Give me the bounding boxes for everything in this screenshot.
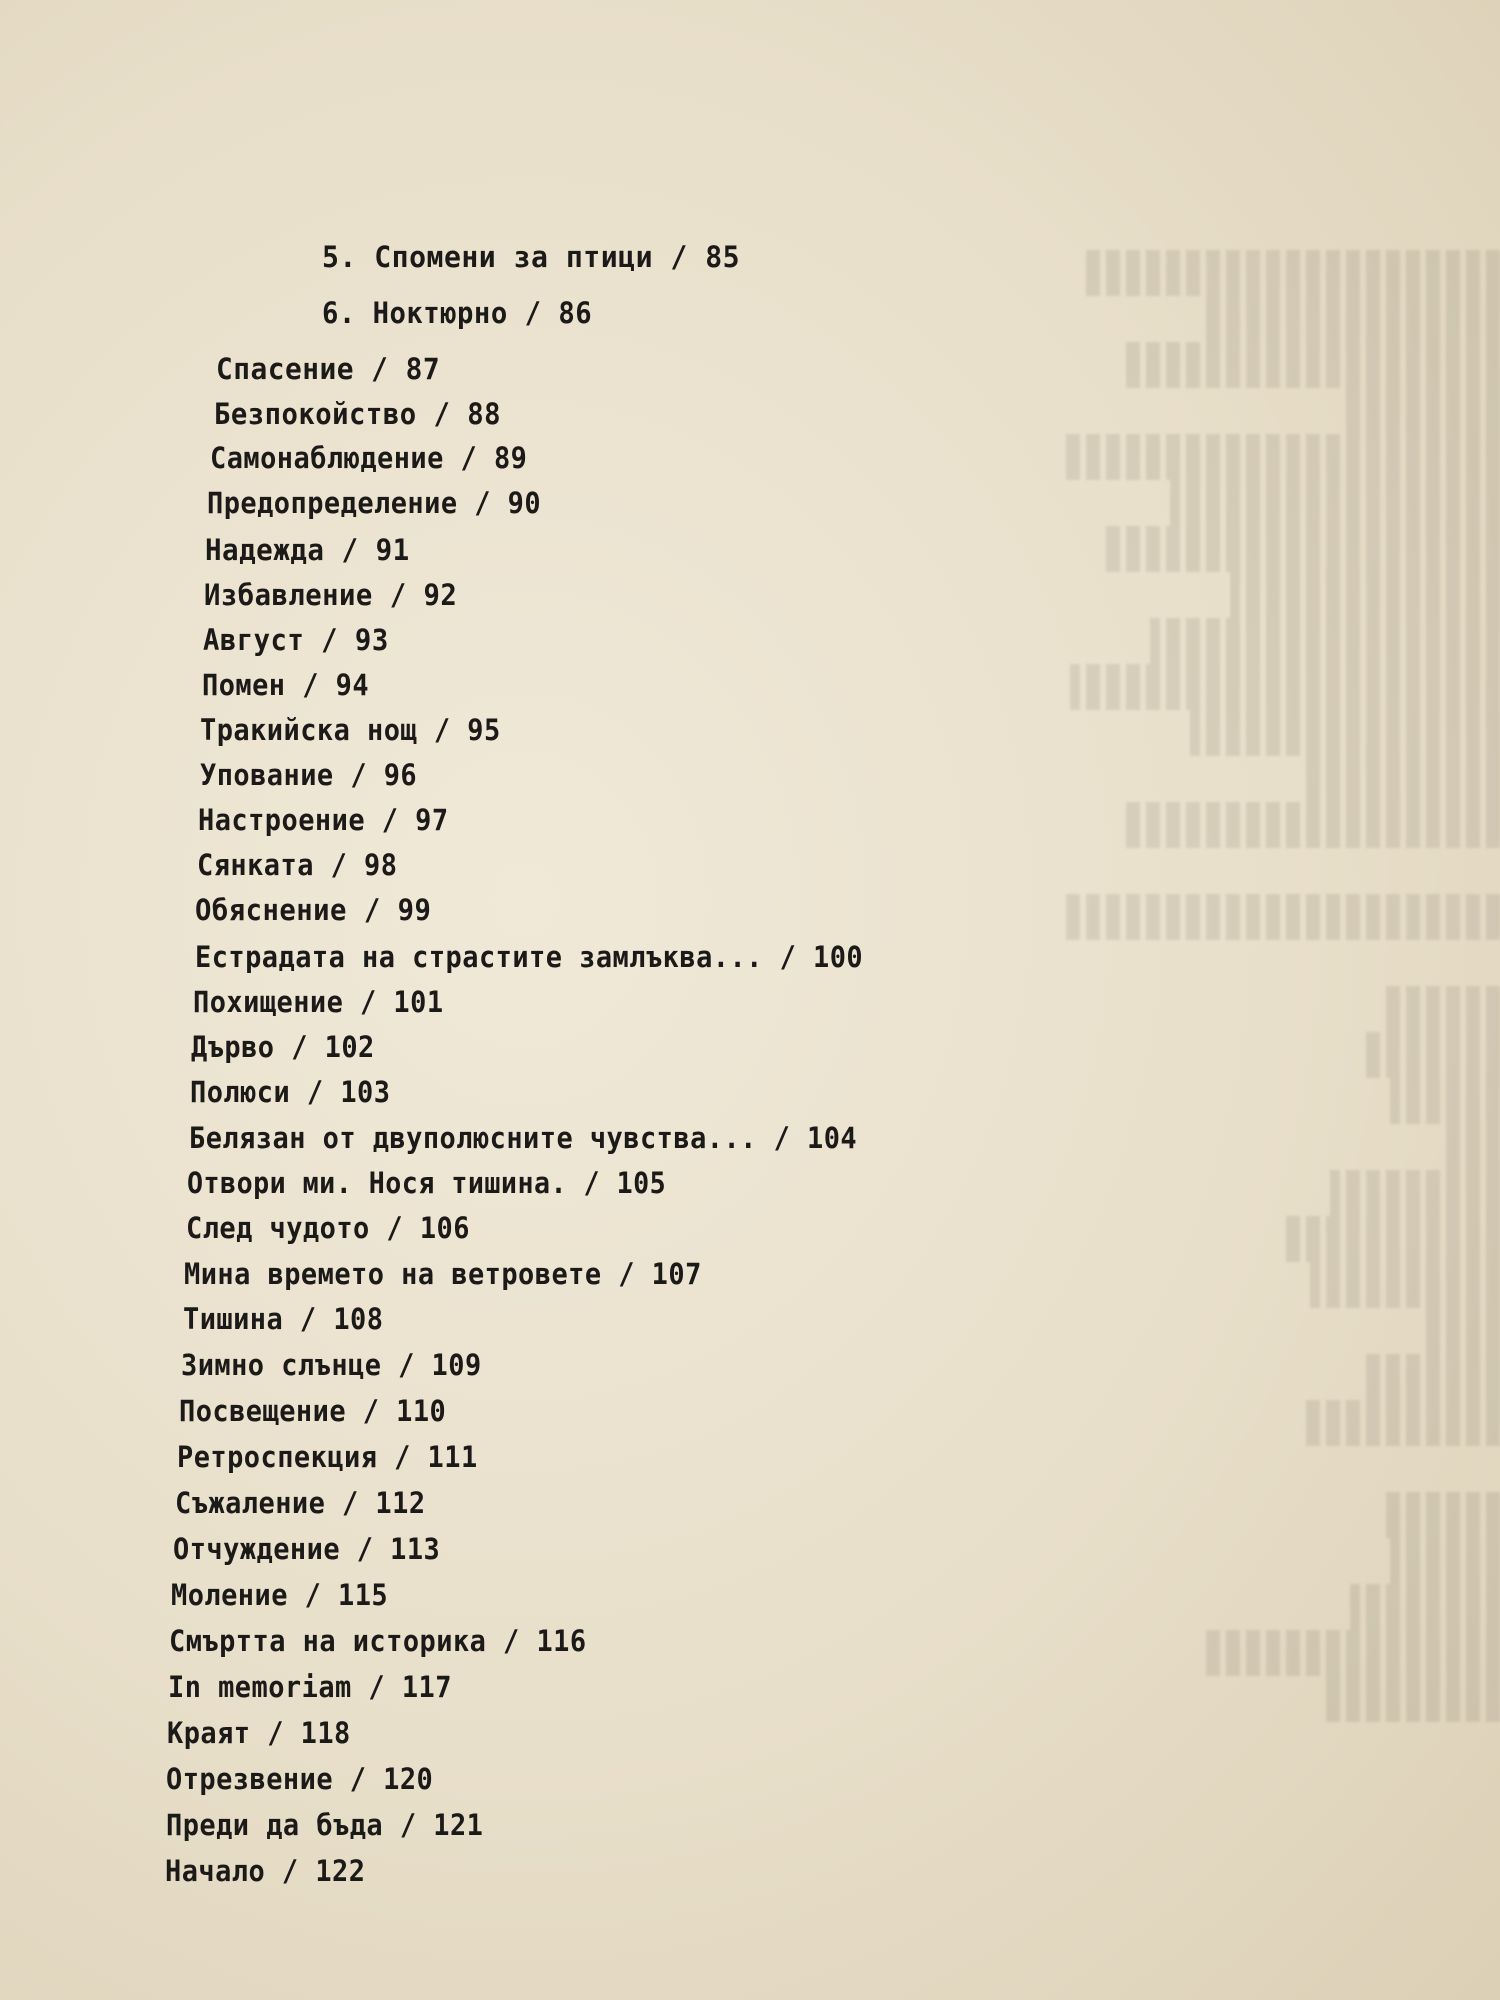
toc-entry: Безпокойство / 88 [214,397,501,431]
toc-entry: Мина времето на ветровете / 107 [184,1257,702,1291]
toc-entry: Смъртта на историка / 116 [169,1624,587,1658]
toc-entry: Отвори ми. Нося тишина. / 105 [187,1166,667,1200]
toc-entry: Похищение / 101 [193,985,444,1019]
toc-entry: Дърво / 102 [191,1030,375,1064]
toc-entry: Август / 93 [203,623,389,657]
toc-entry: Предопределение / 90 [207,486,542,520]
toc-entry: In memoriam / 117 [168,1670,452,1704]
toc-entry: Моление / 115 [171,1578,389,1612]
toc-entry: Ретроспекция / 111 [177,1440,478,1474]
toc-entry: Преди да бъда / 121 [166,1808,484,1842]
toc-entry: 6. Ноктюрно / 86 [322,296,593,330]
toc-entry: Тишина / 108 [183,1302,384,1336]
toc-entry: След чудото / 106 [186,1211,470,1245]
toc-entry: Краят / 118 [167,1716,351,1750]
toc-entry: Начало / 122 [165,1854,366,1888]
toc-entry: Надежда / 91 [205,533,410,567]
toc-entry: Отрезвение / 120 [166,1762,434,1796]
toc-entry: Съжаление / 112 [175,1486,426,1520]
toc-entry: Зимно слънце / 109 [181,1348,482,1382]
toc-entry: Посвещение / 110 [179,1394,447,1428]
toc-entry: Полюси / 103 [190,1075,391,1109]
toc-entry: Естрадата на страстите замлъква... / 100 [195,940,864,974]
toc-entry: Настроение / 97 [198,803,449,837]
toc-entry: Избавление / 92 [204,578,458,612]
toc-entry: Помен / 94 [202,668,370,702]
toc-entry: 5. Спомени за птици / 85 [322,240,741,274]
toc-entry: Самонаблюдение / 89 [210,441,528,475]
toc-entry: Тракийска нощ / 95 [200,713,501,747]
toc-entry: Отчуждение / 113 [173,1532,441,1566]
toc-entry: Сянката / 98 [197,848,398,882]
toc-entry: Упование / 96 [200,758,418,792]
toc-entry: Белязан от двуполюсните чувства... / 104 [189,1121,858,1155]
toc-entry: Спасение / 87 [216,352,441,386]
toc-entry: Обяснение / 99 [195,893,432,927]
